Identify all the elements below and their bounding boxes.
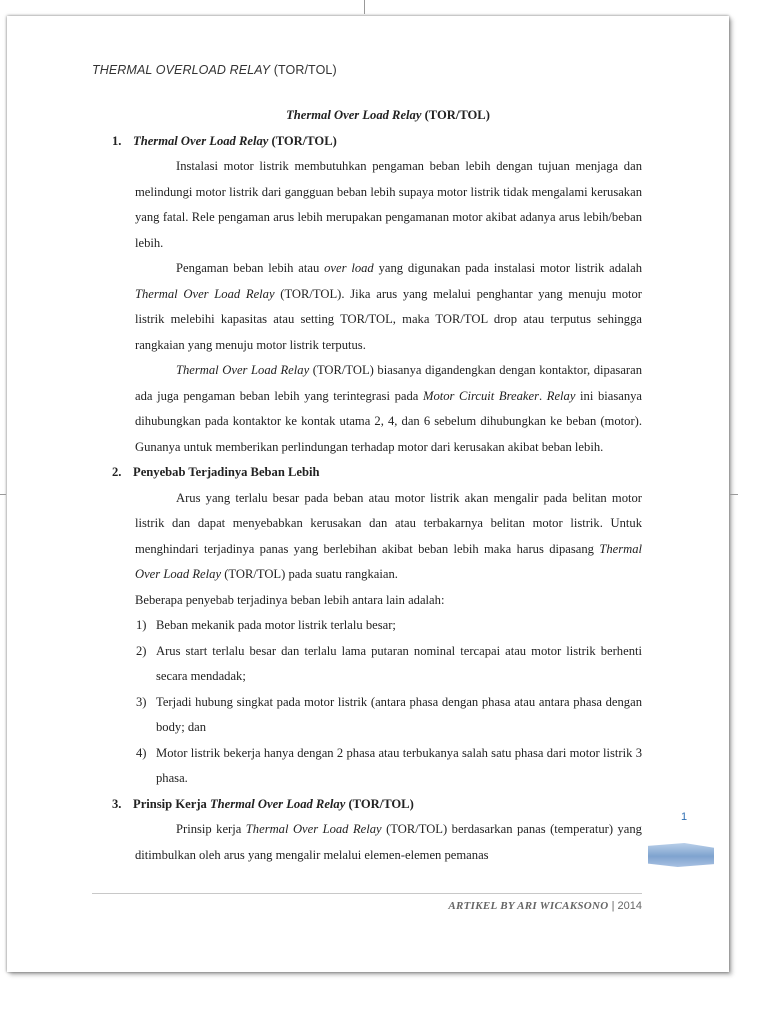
list-item: 3) Terjadi hubung singkat pada motor listrik (antara phasa dengan phasa atau antara phasa dengan body; dan: [136, 694, 642, 734]
crop-mark: [730, 494, 738, 495]
section-heading-1: 1. Thermal Over Load Relay (TOR/TOL): [112, 133, 337, 148]
list-item: 1) Beban mekanik pada motor listrik terlalu besar;: [136, 618, 396, 632]
paragraph: Pengaman beban lebih atau over load yang digunakan pada instalasi motor listrik adalah Thermal Over Load Relay (TOR/TOL). Jika arus yang melalui penghantar yang menuju motor listrik melebihi kapasitas atau setting TOR/TOL, maka TOR/TOL drop atau terputus sehingga rangkaian yang menuju motor listrik terputus.: [135, 261, 642, 352]
crop-mark: [364, 0, 365, 14]
running-header: THERMAL OVERLOAD RELAY (TOR/TOL): [92, 63, 337, 77]
page-footer: ARTIKEL BY ARI WICAKSONO | 2014: [448, 900, 642, 912]
list-item: 2) Arus start terlalu besar dan terlalu lama putaran nominal tercapai atau motor listrik berhenti secara mendadak;: [136, 643, 642, 683]
paragraph: Prinsip kerja Thermal Over Load Relay (TOR/TOL) berdasarkan panas (temperatur) yang ditimbulkan oleh arus yang mengalir melalui elemen-elemen pemanas: [135, 822, 642, 862]
section-heading-3: 3. Prinsip Kerja Thermal Over Load Relay (TOR/TOL): [112, 796, 414, 811]
crop-mark: [0, 494, 6, 495]
page-tab-decoration: [648, 843, 714, 867]
paragraph: Thermal Over Load Relay (TOR/TOL) biasanya digandengkan dengan kontaktor, dipasaran ada juga pengaman beban lebih yang terintegrasi pada Motor Circuit Breaker. Relay ini biasanya dihubungkan pada kontaktor ke kontak utama 2, 4, dan 6 sebelum dihubungkan ke beban (motor). Gunanya untuk memberikan perlindungan terhadap motor dari kerusakan akibat beban lebih.: [135, 363, 642, 454]
document-body: [112, 103, 642, 868]
paragraph: Arus yang terlalu besar pada beban atau motor listrik akan mengalir pada belitan motor listrik dan dapat menyebabkan kerusakan dan atau terbakarnya belitan motor listrik. Untuk menghindari terjadinya panas yang berlebihan akibat beban lebih maka harus dipasang Thermal Over Load Relay (TOR/TOL) pada suatu rangkaian.: [135, 490, 642, 581]
document-title: Thermal Over Load Relay (TOR/TOL): [286, 108, 490, 122]
list-item: 4) Motor listrik bekerja hanya dengan 2 phasa atau terbukanya salah satu phasa dari motor listrik 3 phasa.: [136, 745, 642, 785]
list-intro: Beberapa penyebab terjadinya beban lebih antara lain adalah:: [135, 592, 445, 607]
paragraph: Instalasi motor listrik membutuhkan pengaman beban lebih dengan tujuan menjaga dan melindungi motor listrik dari gangguan beban lebih supaya motor listrik tidak mengalami kerusakan yang fatal. Rele pengaman arus lebih merupakan pengamanan motor akibat adanya arus lebih/beban lebih.: [135, 159, 642, 250]
page-number: 1: [681, 811, 688, 823]
footer-divider: [92, 893, 642, 894]
section-heading-2: 2. Penyebab Terjadinya Beban Lebih: [112, 465, 320, 479]
